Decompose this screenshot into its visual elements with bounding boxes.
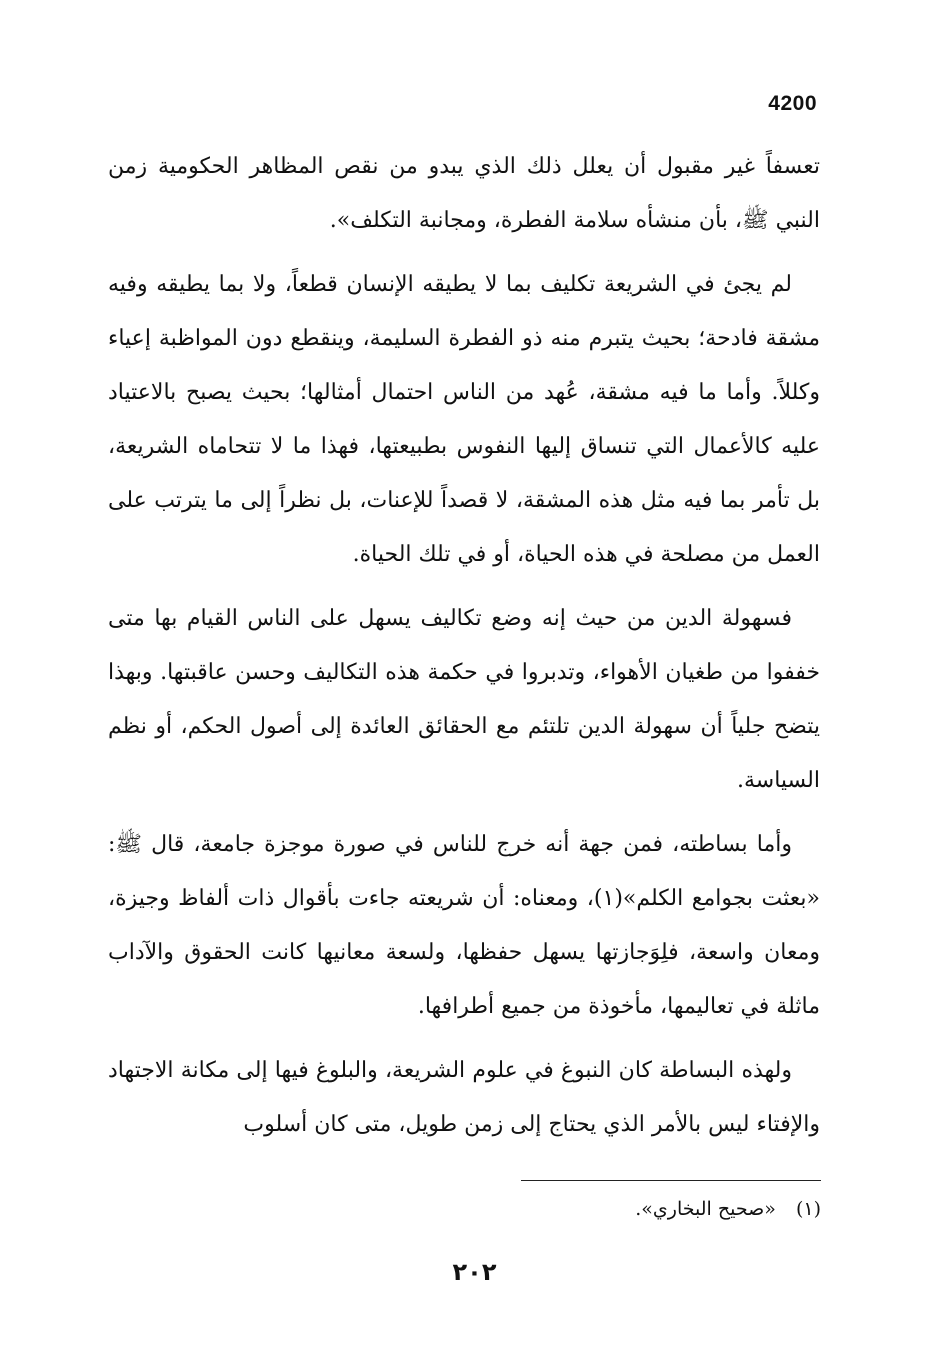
footnote-divider — [521, 1180, 821, 1181]
footnote-text: «صحيح البخاري». — [635, 1198, 776, 1220]
paragraph-3: فسهولة الدين من حيث إنه وضع تكاليف يسهل على الناس القيام بها متى خففوا من طغيان الأهواء، وتدبروا في حكمة هذه التكاليف وحسن عاقبتها. وبهذا يتضح جلياً أن سهولة الدين تلتئم مع الحقائق العائدة إلى أصول الحكم، أو نظم السياسة. — [108, 606, 820, 793]
page-number: ٢٠٢ — [452, 1258, 497, 1286]
footnote-number: (١) — [795, 1198, 821, 1220]
paragraph-4: وأما بساطته، فمن جهة أنه خرج للناس في صورة موجزة جامعة، قال ﷺ: «بعثت بجوامع الكلم»(١)، ومعناه: أن شريعته جاءت بأقوال ذات ألفاظ وجيزة، ومعان واسعة، فلِوَجازتها يسهل حفظها، ولسعة معانيها كانت الحقوق والآداب ماثلة في تعاليمها، مأخوذة من جميع أطرافها. — [108, 832, 820, 1019]
page-reference-number: 4200 — [768, 92, 817, 115]
main-text — [108, 140, 820, 1152]
paragraph-5: ولهذه البساطة كان النبوغ في علوم الشريعة، والبلوغ فيها إلى مكانة الاجتهاد والإفتاء ليس بالأمر الذي يحتاج إلى زمن طويل، متى كان أسلوب — [108, 1058, 820, 1137]
paragraph-2: لم يجئ في الشريعة تكليف بما لا يطيقه الإنسان قطعاً، ولا بما يطيقه وفيه مشقة فادحة؛ بحيث يتبرم منه ذو الفطرة السليمة، وينقطع دون المواظبة إعياء وكللاً. وأما ما فيه مشقة، عُهد من الناس احتمال أمثالها؛ بحيث يصبح بالاعتياد عليه كالأعمال التي تنساق إليها النفوس بطبيعتها، فهذا ما لا تتحاماه الشريعة، بل تأمر بما فيه مثل هذه المشقة، لا قصداً للإعنات، بل نظراً إلى ما يترتب على العمل من مصلحة في هذه الحياة، أو في تلك الحياة. — [108, 272, 820, 567]
footnote — [121, 1192, 821, 1226]
paragraph-1: تعسفاً غير مقبول أن يعلل ذلك الذي يبدو من نقص المظاهر الحكومية زمن النبي ﷺ، بأن منشأه سلامة الفطرة، ومجانبة التكلف». — [108, 154, 820, 233]
